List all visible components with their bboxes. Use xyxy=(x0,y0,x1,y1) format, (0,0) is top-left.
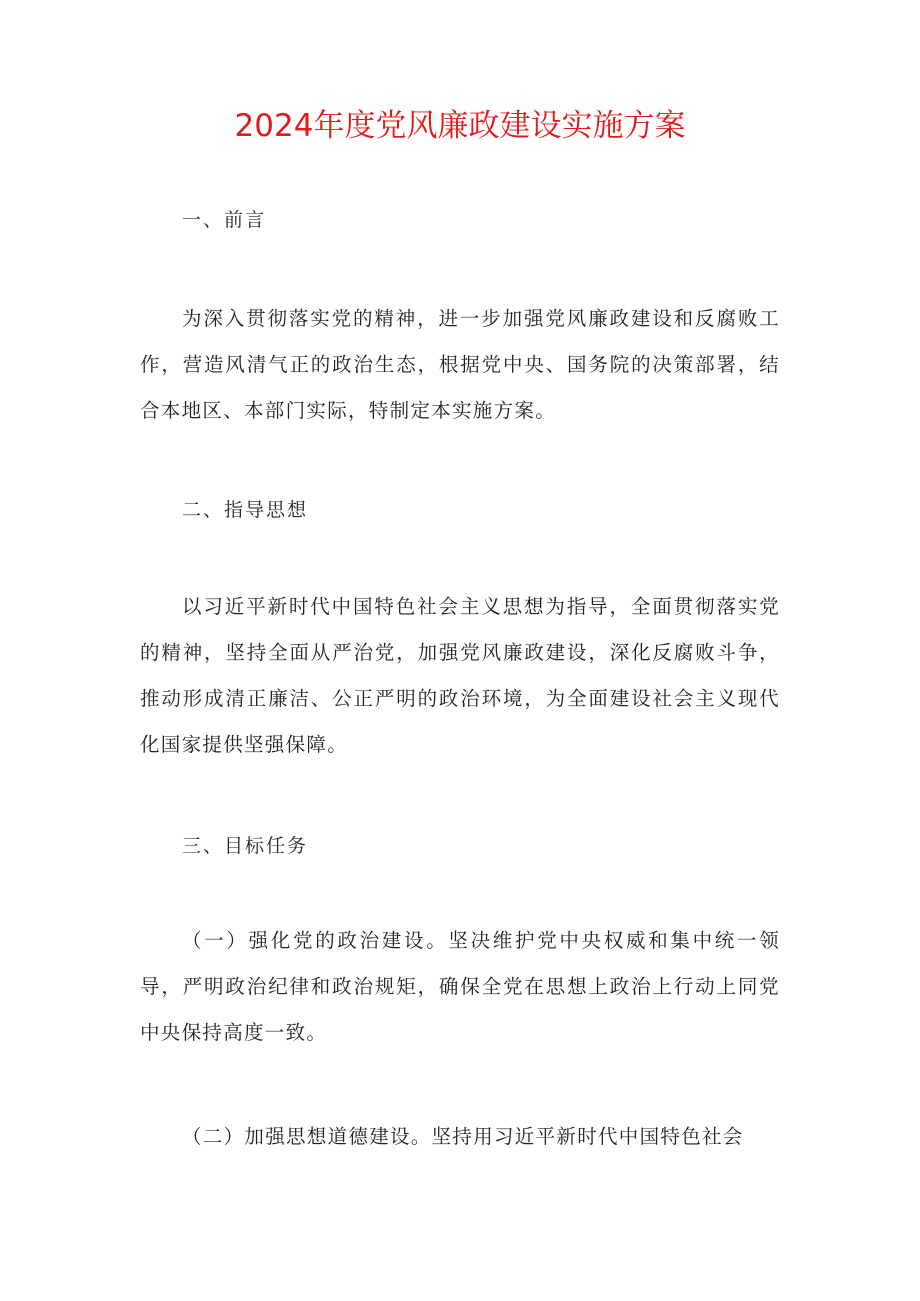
preface-paragraph: 为深入贯彻落实党的精神，进一步加强党风廉政建设和反腐败工作，营造风清气正的政治生态，根据党中央、国务院的决策部署，结合本地区、本部门实际，特制定本实施方案。 xyxy=(140,307,780,422)
guiding-paragraph: 以习近平新时代中国特色社会主义思想为指导，全面贯彻落实党的精神，坚持全面从严治党，加强党风廉政建设，深化反腐败斗争，推动形成清正廉洁、公正严明的政治环境，为全面建设社会主义现代化国家提供坚强保障。 xyxy=(140,595,780,756)
section-heading-goals: 三、目标任务 xyxy=(182,835,309,857)
section-heading-guiding: 二、指导思想 xyxy=(182,499,309,521)
goals-item-2: （二）加强思想道德建设。坚持用习近平新时代中国特色社会 xyxy=(182,1125,744,1148)
goals-item-1: （一）强化党的政治建设。坚决维护党中央权威和集中统一领导，严明政治纪律和政治规矩，确保全党在思想上政治上行动上同党中央保持高度一致。 xyxy=(140,929,780,1044)
section-heading-preface: 一、前言 xyxy=(182,209,267,231)
document-title: 2024年度党风廉政建设实施方案 xyxy=(234,108,686,144)
